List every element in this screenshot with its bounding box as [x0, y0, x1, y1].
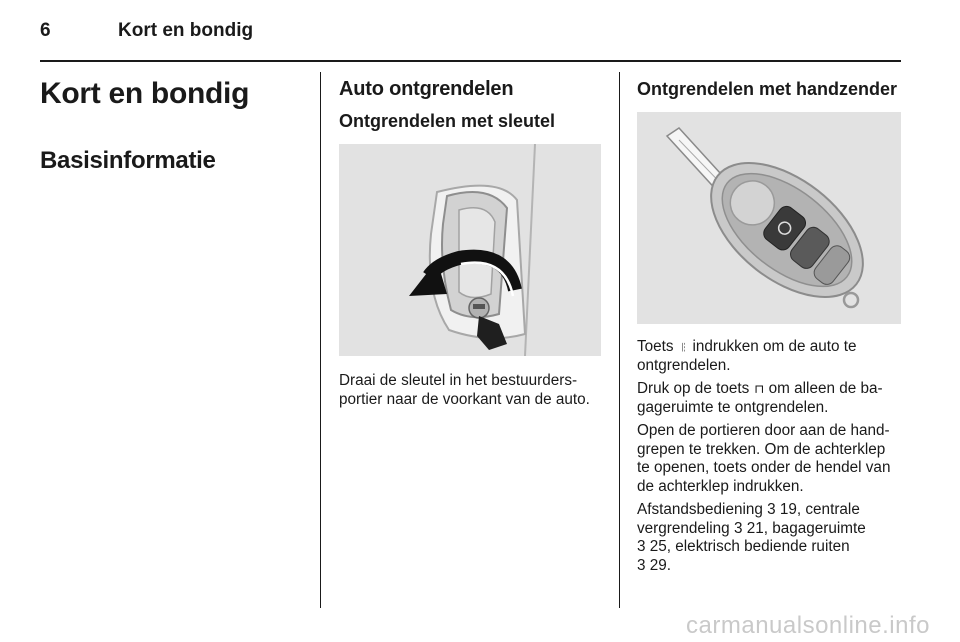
header-rule	[40, 60, 901, 62]
instruction-paragraph	[637, 338, 903, 375]
instruction-text: te openen, toets onder de hendel van	[637, 459, 891, 476]
instruction-text: indrukken om de auto te	[692, 338, 857, 355]
instruction-text: Toets	[637, 338, 674, 355]
caption-line: portier naar de voorkant van de auto.	[339, 390, 590, 408]
topic-heading: Auto ontgrendelen	[339, 78, 514, 100]
instruction-text: de achterklep indrukken.	[637, 477, 804, 495]
instruction-paragraph	[637, 422, 903, 496]
xref-text: Afstandsbediening	[637, 501, 763, 518]
column-2	[339, 72, 604, 409]
column-3	[637, 72, 903, 575]
xref-arrow-icon: 3	[767, 501, 776, 518]
topic-subheading: Ontgrendelen met sleutel	[339, 111, 556, 131]
xref-link[interactable]: 19, centrale	[779, 501, 860, 518]
watermark: carmanualsonline.info	[686, 612, 930, 639]
instruction-text: Druk op de toets	[637, 380, 750, 397]
xref-link[interactable]: 21, bagageruimte	[746, 519, 866, 537]
column-1	[40, 72, 310, 176]
remote-fob-figure	[637, 112, 901, 324]
instruction-paragraph	[637, 380, 903, 417]
xref-arrow-icon: 3	[733, 519, 743, 537]
xref-text: vergrendeling	[637, 519, 730, 537]
xref-link[interactable]: 29.	[649, 556, 672, 574]
subsection-heading: Basisinformatie	[40, 147, 216, 174]
instruction-text: Open de portieren door aan de hand-	[637, 422, 890, 439]
xref-link[interactable]: 25, elektrisch bediende ruiten	[649, 538, 850, 555]
unlock-car-symbol-icon: ⎓	[674, 342, 690, 352]
instruction-text: grepen te trekken. Om de achterklep	[637, 440, 886, 458]
xref-arrow-icon: 3	[637, 556, 646, 574]
topic-heading: Ontgrendelen met handzender	[637, 79, 898, 99]
section-heading: Kort en bondig	[40, 77, 250, 110]
instruction-text: om alleen de ba-	[768, 380, 883, 397]
page-number: 6	[40, 20, 51, 41]
remote-key-fob-icon	[637, 112, 901, 324]
key-in-door-lock-icon	[339, 144, 601, 356]
caption-line: Draai de sleutel in het bestuurders-	[339, 372, 578, 389]
instruction-text: gageruimte te ontgrendelen.	[637, 398, 829, 416]
xref-arrow-icon: 3	[637, 538, 646, 555]
column-divider-left	[320, 72, 321, 608]
instruction-text: ontgrendelen.	[637, 356, 731, 374]
tailgate-symbol-icon: ⊐	[750, 384, 766, 395]
cross-reference-paragraph	[637, 501, 903, 575]
key-lock-figure	[339, 144, 601, 356]
running-header	[40, 20, 900, 60]
column-divider-right	[619, 72, 620, 608]
instructions	[637, 338, 903, 575]
caption-paragraph	[339, 372, 604, 409]
running-header-title: Kort en bondig	[118, 20, 254, 41]
